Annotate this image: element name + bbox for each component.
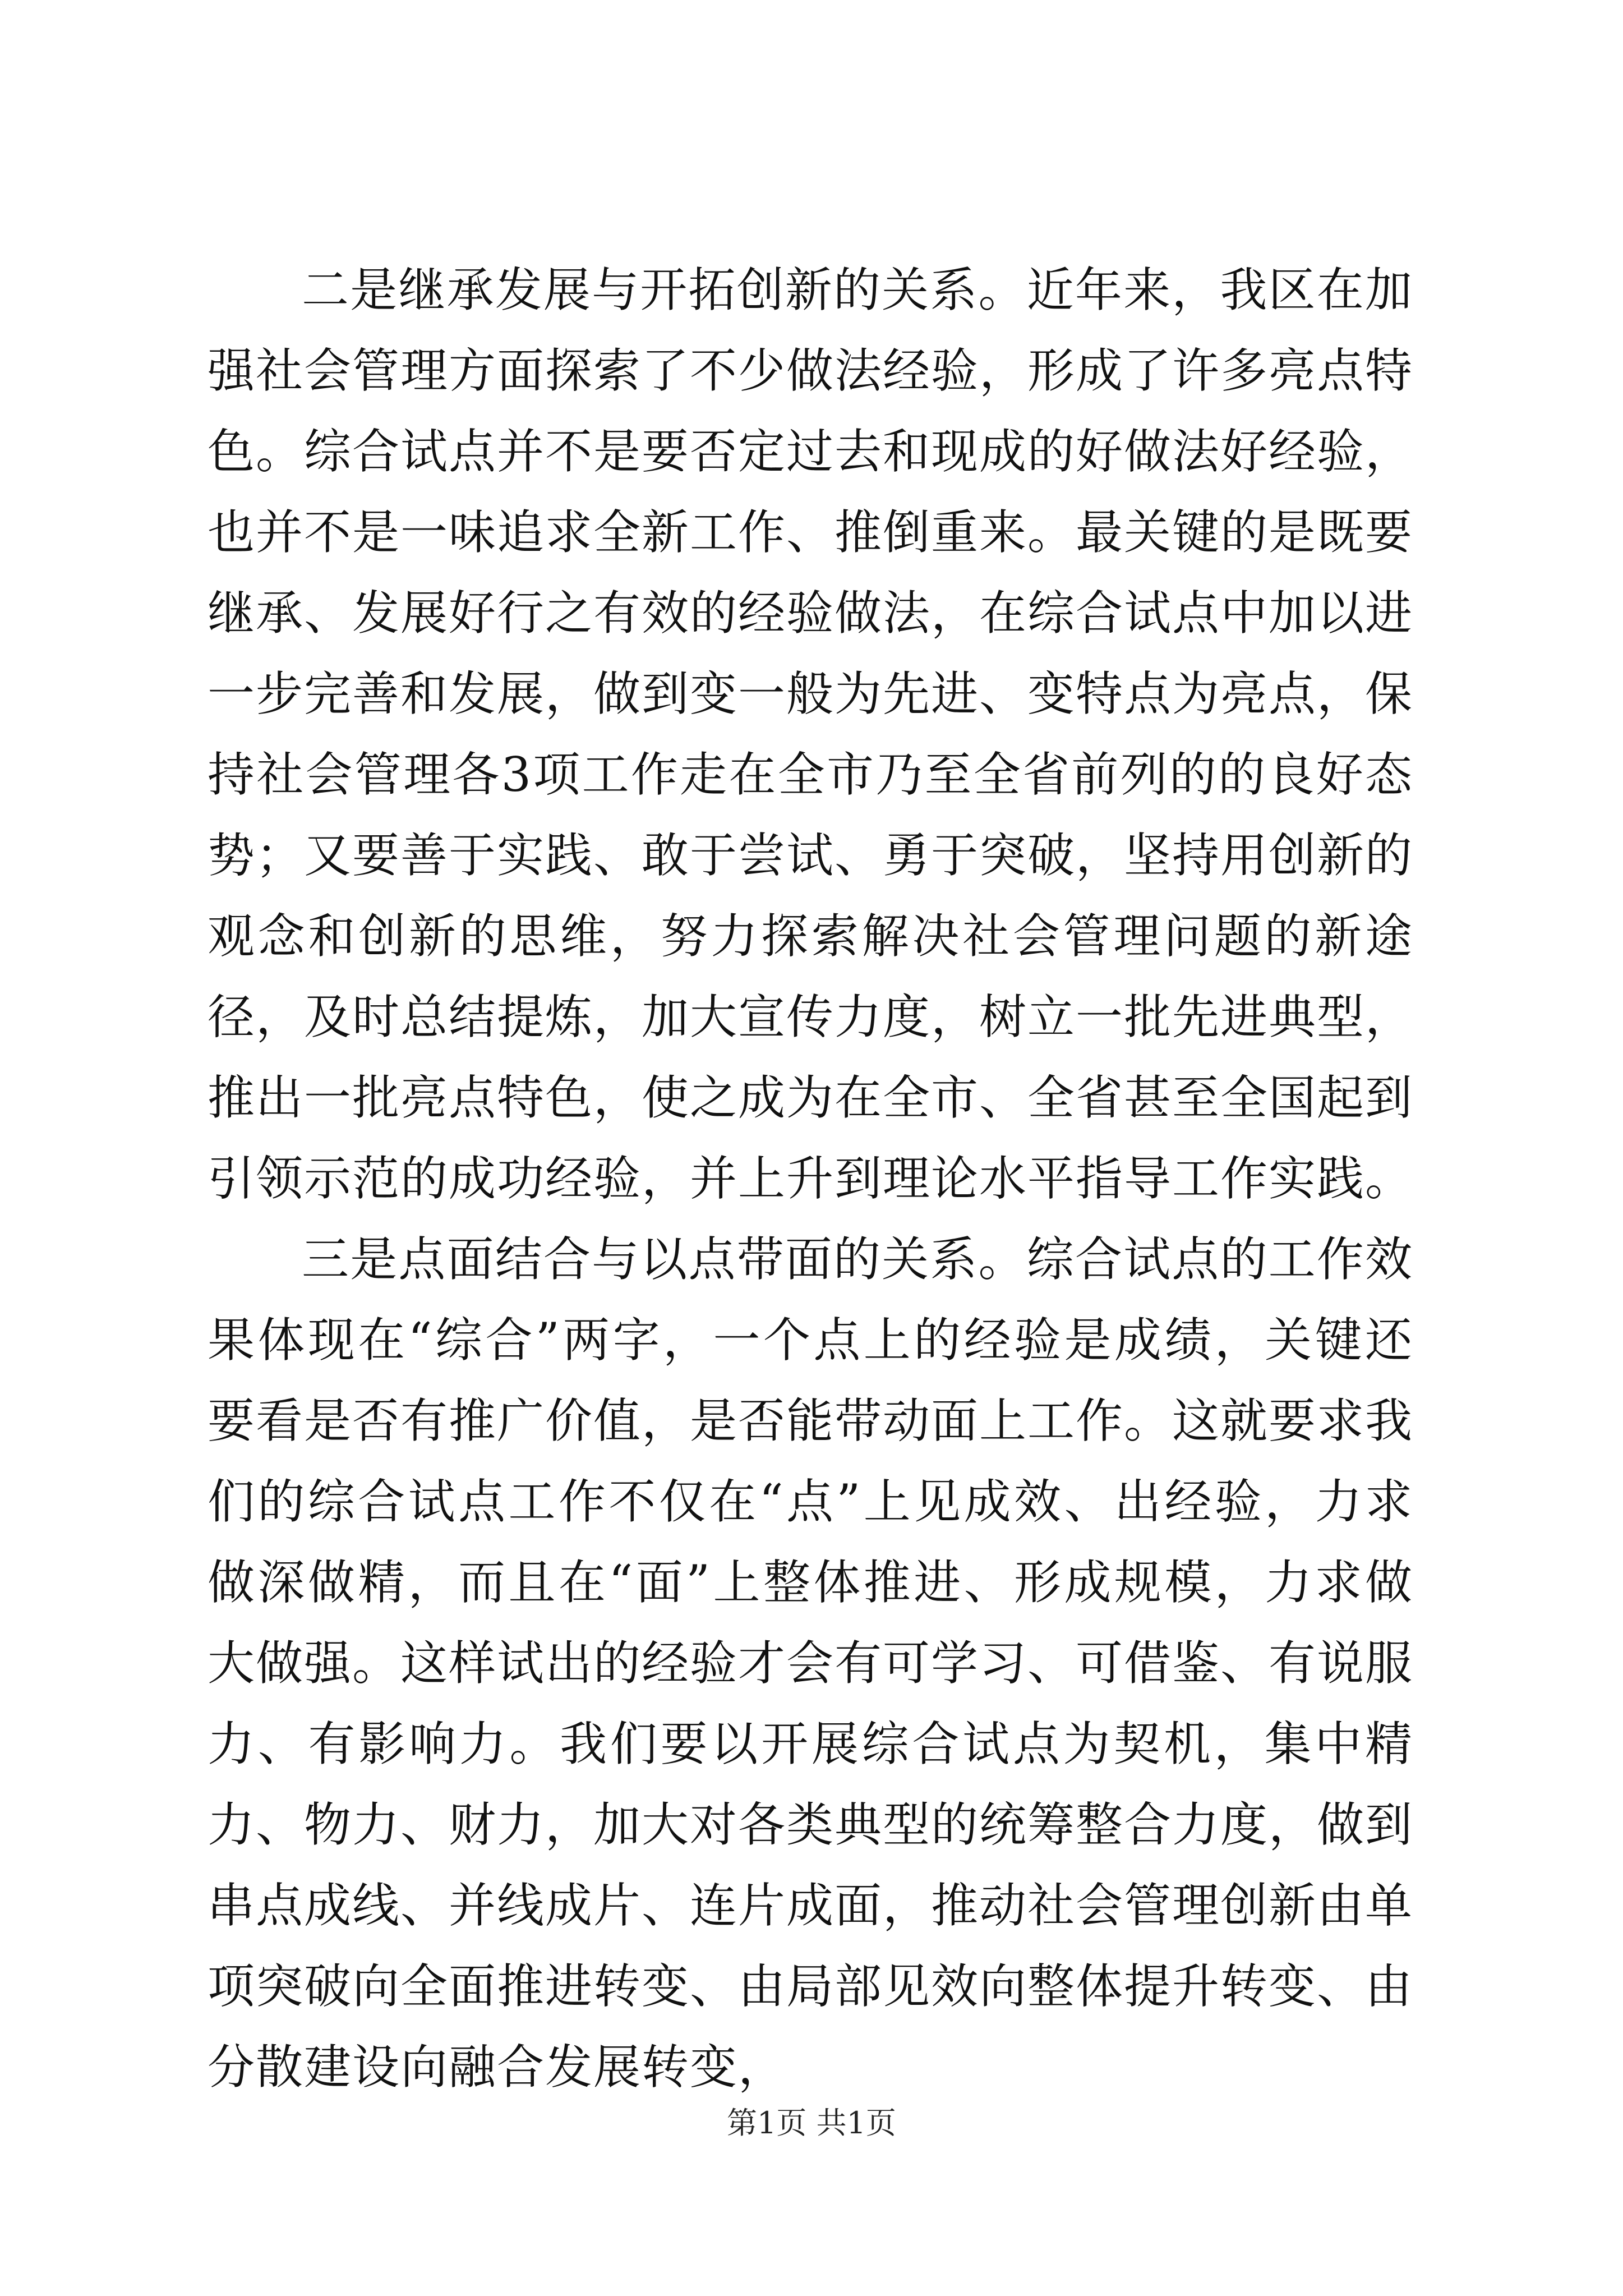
document-body <box>208 250 1413 2108</box>
paragraph-point-and-area: 三是点面结合与以点带面的关系。综合试点的工作效果体现在“综合”两字，一个点上的经验是成绩，关键还要看是否有推广价值，是否能带动面上工作。这就要求我们的综合试点工作不仅在“点”上见成效、出经验，力求做深做精，而且在“面”上整体推进、形成规模，力求做大做强。这样试出的经验才会有可学习、可借鉴、有说服力、有影响力。我们要以开展综合试点为契机，集中精力、物力、财力，加大对各类典型的统筹整合力度，做到串点成线、并线成片、连片成面，推动社会管理创新由单项突破向全面推进转变、由局部见效向整体提升转变、由分散建设向融合发展转变， <box>208 1232 1414 2095</box>
paragraph-inheritance-innovation: 二是继承发展与开拓创新的关系。近年来，我区在加强社会管理方面探索了不少做法经验，形成了许多亮点特色。综合试点并不是要否定过去和现成的好做法好经验，也并不是一味追求全新工作、推倒重来。最关键的是既要继承、发展好行之有效的经验做法，在综合试点中加以进一步完善和发展，做到变一般为先进、变特点为亮点，保持社会管理各3项工作走在全市乃至全省前列的的良好态势；又要善于实践、敢于尝试、勇于突破，坚持用创新的观念和创新的思维，努力探索解决社会管理问题的新途径，及时总结提炼，加大宣传力度，树立一批先进典型，推出一批亮点特色，使之成为在全市、全省甚至全国起到引领示范的成功经验，并上升到理论水平指导工作实践。 <box>208 263 1414 1206</box>
page-footer: 第1页 共1页 <box>727 2105 896 2141</box>
